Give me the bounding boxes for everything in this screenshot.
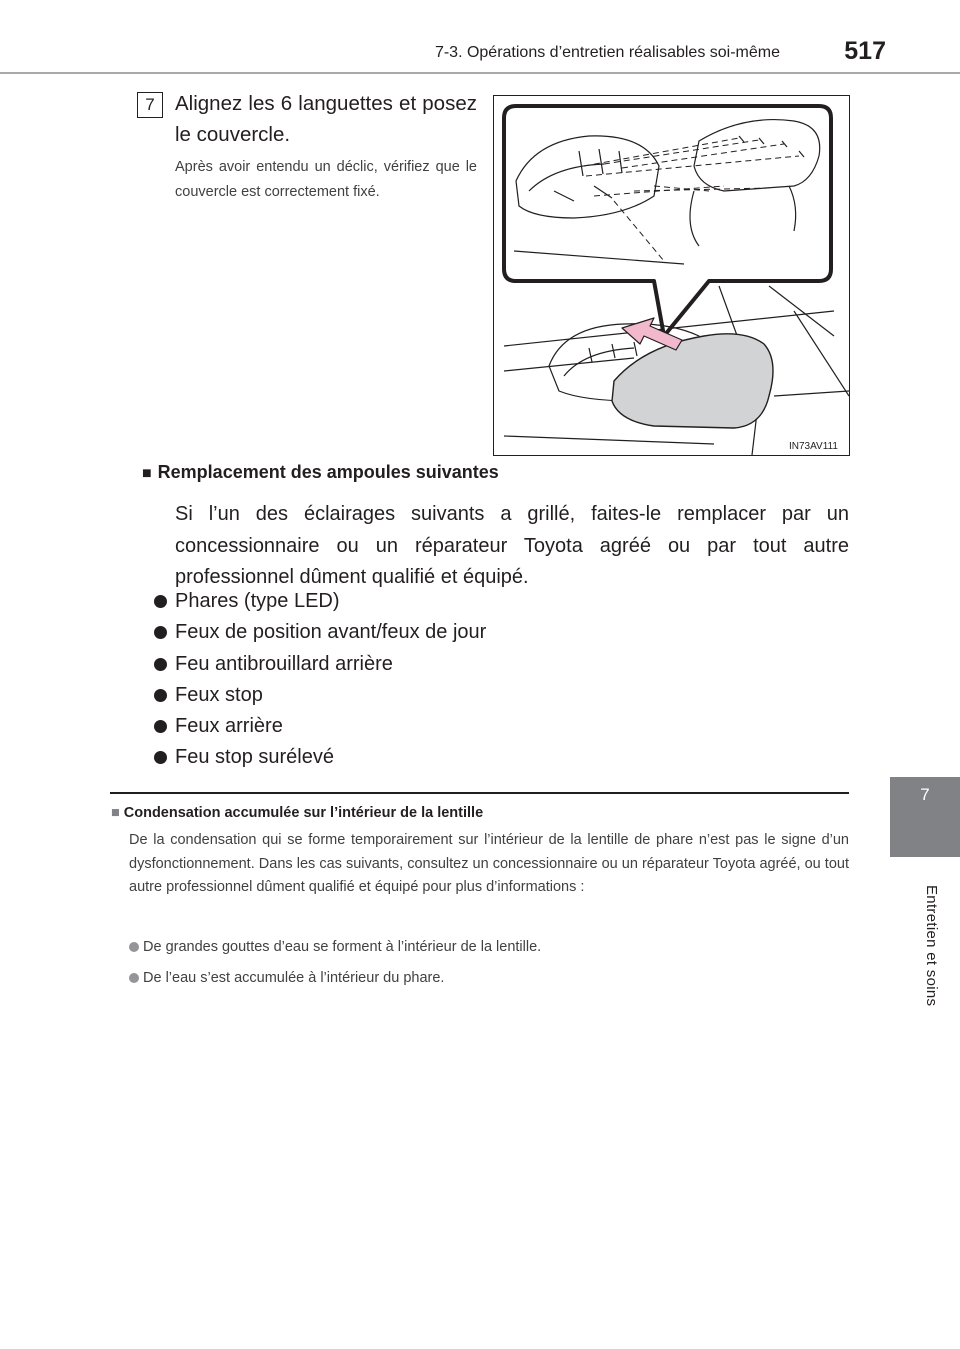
note-paragraph: De la condensation qui se forme temporairement sur l’intérieur de la lentille de phare n’est pas le signe d’un dysfonctionnement. Dans les cas suivants, consultez un concessionnaire ou un réparateur Toyota agréé, ou tout autre professionnel dûment qualifié et équipé pour plus d’informations :: [129, 832, 849, 895]
bullet-dot-icon: [154, 689, 167, 702]
mirror-cover-shape: [612, 334, 773, 428]
section-title-text: Remplacement des ampoules suivantes: [157, 462, 499, 482]
page-number: 517: [844, 37, 886, 65]
header-divider: [0, 72, 960, 74]
chapter-tab[interactable]: [890, 777, 960, 857]
note-divider: [110, 792, 849, 794]
bulb-list: [154, 586, 486, 774]
list-item: De grandes gouttes d’eau se forment à l’intérieur de la lentille.: [129, 935, 541, 966]
figure-code: IN73AV111: [789, 441, 838, 452]
bullet-dot-icon: [129, 942, 139, 952]
section-paragraph: Si l’un des éclairages suivants a grillé, faites-le remplacer par un concessionnaire ou un réparateur Toyota agréé ou par tout autre professionnel dûment qualifié et équipé.: [175, 503, 849, 588]
step-note: Après avoir entendu un déclic, vérifiez que le couvercle est correctement fixé.: [175, 159, 477, 200]
square-bullet-icon: ■: [111, 805, 120, 821]
list-item: Feu stop surélevé: [154, 742, 486, 773]
list-item: Feux arrière: [154, 711, 486, 742]
mirror-cover-illustration: [493, 95, 850, 456]
chapter-number: 7: [920, 785, 930, 804]
note-heading: [111, 805, 483, 821]
running-header-section: 7-3. Opérations d’entretien réalisables soi-même: [434, 44, 780, 61]
list-item: De l’eau s’est accumulée à l’intérieur du phare.: [129, 966, 541, 997]
callout-bubble: [504, 106, 831, 336]
list-item: Feux de position avant/feux de jour: [154, 617, 486, 648]
list-item: Phares (type LED): [154, 586, 486, 617]
bullet-dot-icon: [154, 626, 167, 639]
step-instruction: Alignez les 6 languettes et posez le couvercle.: [175, 92, 477, 146]
bullet-dot-icon: [154, 720, 167, 733]
note-list: [129, 935, 541, 997]
bullet-dot-icon: [154, 658, 167, 671]
chapter-label: Entretien et soins: [923, 885, 940, 1007]
list-item: Feu antibrouillard arrière: [154, 649, 486, 680]
bullet-dot-icon: [154, 751, 167, 764]
note-title-text: Condensation accumulée sur l’intérieur de la lentille: [123, 805, 484, 821]
list-item: Feux stop: [154, 680, 486, 711]
square-bullet-icon: ■: [142, 465, 152, 482]
step-number-box: 7: [137, 92, 163, 118]
section-heading: [142, 462, 499, 483]
bullet-dot-icon: [129, 973, 139, 983]
bullet-dot-icon: [154, 595, 167, 608]
